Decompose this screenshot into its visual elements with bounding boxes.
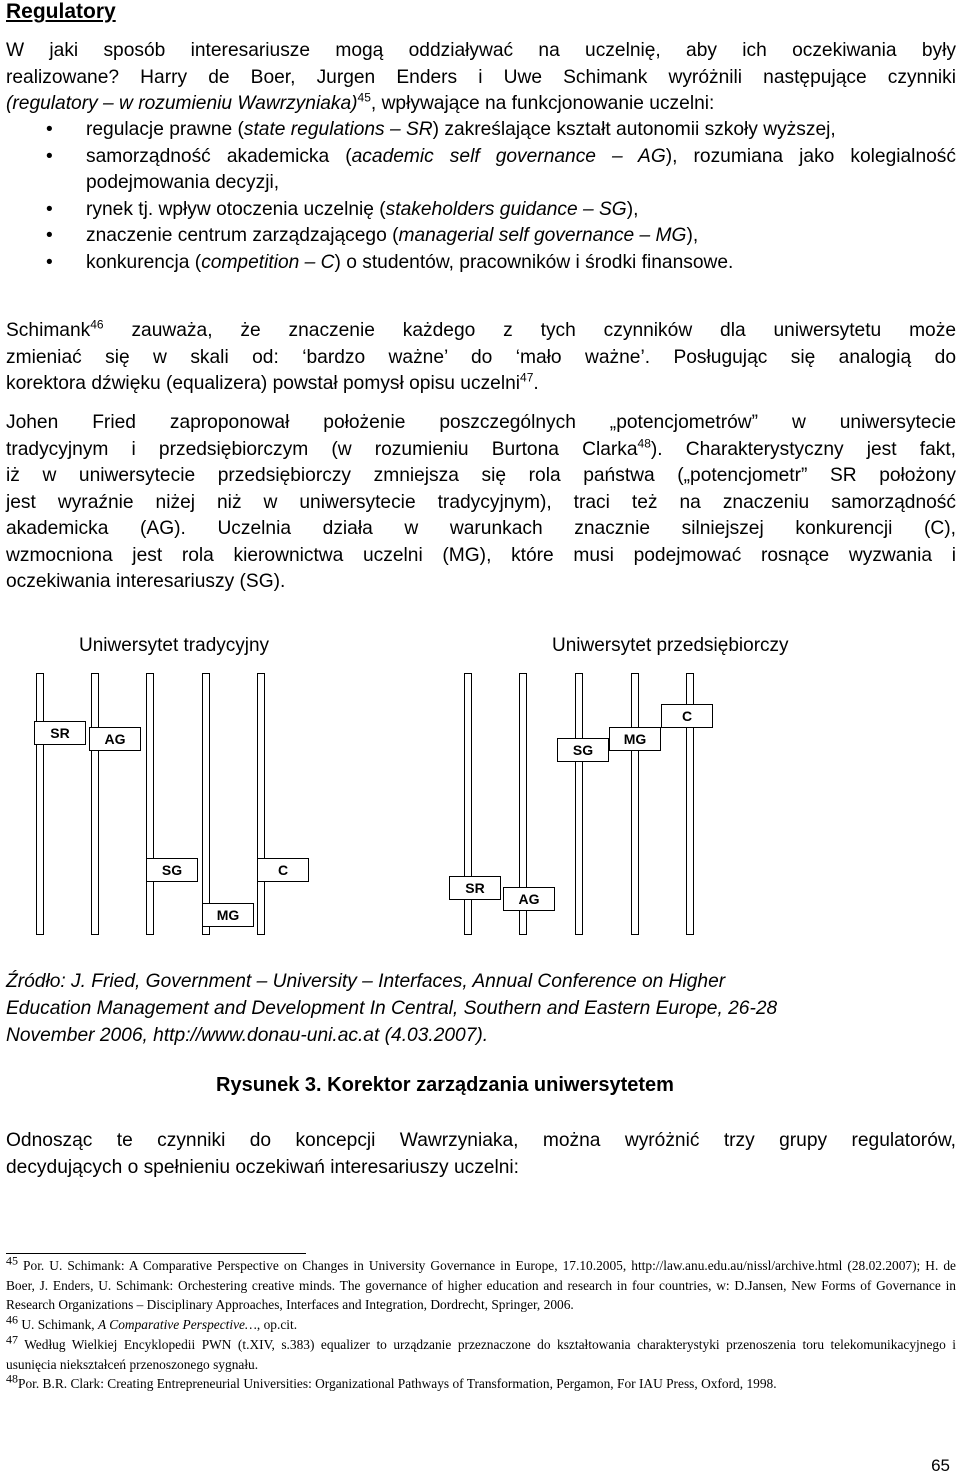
footnote-ref: 46 xyxy=(90,317,104,332)
footnote: $^{45}$ Por. U. Schimank: A Comparative Perspective on Changes in University Governance in Europe, 17.10.2005, http://law.anu.edu.au/nissl/archive.html (28.02.2007); H. de Boer, J. Enders, U. Schimank: Orchestering creative minds. The governance of higher education and research in four countries, w: D.Jansen, New Forms of Governance in Research Organizations – Disciplinary Approaches, Interfaces and Integration, Dordrecht, Springer, 2006. xyxy=(6,1253,956,1313)
slider-track xyxy=(631,673,639,935)
list-item: • regulacje prawne (state regulations – SR) zakreślające kształt autonomii szkoły wyższej, xyxy=(6,117,956,144)
footnote: $^{47}$ Według Wielkiej Encyklopedii PWN (t.XIV, s.383) equalizer to urządzanie przeznaczone do kształtowania charakterystyki przenoszenia toru telekomunikacyjnego i usunięcia niekształceń przenoszonego sygnału. xyxy=(6,1332,956,1372)
text-fragment: , wpływające na funkcjonowanie uczelni: xyxy=(370,93,715,114)
page-number: 65 xyxy=(931,1456,950,1475)
text-line: tradycyjnym i przedsiębiorczym (w rozumieniu Burtona Clarka$^{48}$). Charakterystyczny jest fakt, xyxy=(6,436,956,460)
text-line: iż w uniwersytecie przedsiębiorczy zmniejsza się rola państwa („potencjometr” SR położony xyxy=(6,465,956,486)
slider-track xyxy=(575,673,583,935)
text-line: zmieniać się w skali od: ‘bardzo ważne’ do ‘mało ważne’. Posługując się analogią do xyxy=(6,346,956,368)
text-line: korektora dźwięku (equalizera) powstał pomysł opisu uczelni$^{47}$. xyxy=(6,370,539,394)
footnote-ref: 45 xyxy=(357,90,371,105)
slider-knob-sr: SR xyxy=(449,876,501,900)
footnote-ref: 48 xyxy=(637,436,651,451)
slider-knob-sg: SG xyxy=(557,738,609,762)
slider-track xyxy=(257,673,265,935)
equalizer-figure xyxy=(6,670,956,940)
slider-knob-c: C xyxy=(257,858,309,882)
slider-track xyxy=(36,673,44,935)
list-item: • konkurencja (competition – C) o studentów, pracowników i środki finansowe. xyxy=(6,250,956,277)
list-item: • rynek tj. wpływ otoczenia uczelnię (stakeholders guidance – SG), xyxy=(6,197,956,224)
slider-track xyxy=(146,673,154,935)
slider-knob-sg: SG xyxy=(146,858,198,882)
figure-source: Źródło: J. Fried, Government – University – Interfaces, Annual Conference on Higher Education Management and Development In Central, Southern and Eastern Europe, 26-28 November 2006, http://www.donau-uni.ac.at (4.03.2007). xyxy=(6,971,778,1046)
slider-track xyxy=(91,673,99,935)
slider-track xyxy=(202,673,210,935)
footnote-separator xyxy=(6,1253,306,1254)
footnote-ref: 47 xyxy=(520,370,534,385)
slider-knob-sr: SR xyxy=(34,721,86,745)
footnote: $^{48}$Por. B.R. Clark: Creating Entrepreneurial Universities: Organizational Pathways of Transformation, Pergamon, For IAU Press, Oxford, 1998. xyxy=(6,1371,777,1392)
intro-paragraph xyxy=(6,38,956,118)
left-figure-title: Uniwersytet tradycyjny xyxy=(79,635,270,656)
slider-knob-c: C xyxy=(661,704,713,728)
slider-knob-ag: AG xyxy=(89,727,141,751)
text-line: W jaki sposób interesariusze mogą oddziaływać na uczelnię, aby ich oczekiwania były xyxy=(6,40,956,61)
closing-paragraph xyxy=(6,1128,956,1181)
text-line xyxy=(6,91,956,118)
fried-paragraph xyxy=(6,410,956,596)
list-item: • znaczenie centrum zarządzającego (managerial self governance – MG), xyxy=(6,223,956,250)
text-line: oczekiwania interesariuszy (SG). xyxy=(6,571,286,592)
footnotes xyxy=(6,1253,956,1394)
list-item: • samorządność akademicka (academic self governance – AG), rozumiana jako kolegialność podejmowania decyzji, xyxy=(6,144,956,197)
text-line: Johen Fried zaproponował położenie poszczególnych „potencjometrów” w uniwersytecie xyxy=(6,412,956,433)
text-line: wzmocniona jest rola kierownictwa uczelni (MG), które musi podejmować rosnące wyzwania i xyxy=(6,544,956,566)
slider-knob-mg: MG xyxy=(609,727,661,751)
text-line: Odnosząc te czynniki do koncepcji Wawrzyniaka, można wyróżnić trzy grupy regulatorów, xyxy=(6,1130,956,1151)
footnote: $^{46}$ U. Schimank, A Comparative Perspective…, op.cit. xyxy=(6,1312,298,1333)
figure-caption: Rysunek 3. Korektor zarządzania uniwersytetem xyxy=(216,1074,674,1096)
right-figure-title: Uniwersytet przedsiębiorczy xyxy=(552,635,789,656)
text-line: realizowane? Harry de Boer, Jurgen Enders i Uwe Schimank wyróżnili następujące czynniki xyxy=(6,66,956,88)
schimank-paragraph xyxy=(6,318,956,398)
text-line: jest wyraźnie niżej niż w uniwersytecie tradycyjnym), traci też na znaczeniu samorządność xyxy=(6,491,956,513)
text-line: decydujących o spełnieniu oczekiwań interesariuszy uczelni: xyxy=(6,1156,520,1178)
section-heading: Regulatory xyxy=(6,0,116,23)
text-line: Schimank$^{46}$ zauważa, że znaczenie każdego z tych czynników dla uniwersytetu może xyxy=(6,317,956,341)
text-line: akademicka (AG). Uczelnia działa w warunkach znacznie silniejszej konkurencji (C), xyxy=(6,518,956,539)
slider-knob-ag: AG xyxy=(503,887,555,911)
bullet-list xyxy=(6,117,956,276)
slider-knob-mg: MG xyxy=(202,903,254,927)
italic-text: (regulatory – w rozumieniu Wawrzyniaka) xyxy=(6,93,358,114)
